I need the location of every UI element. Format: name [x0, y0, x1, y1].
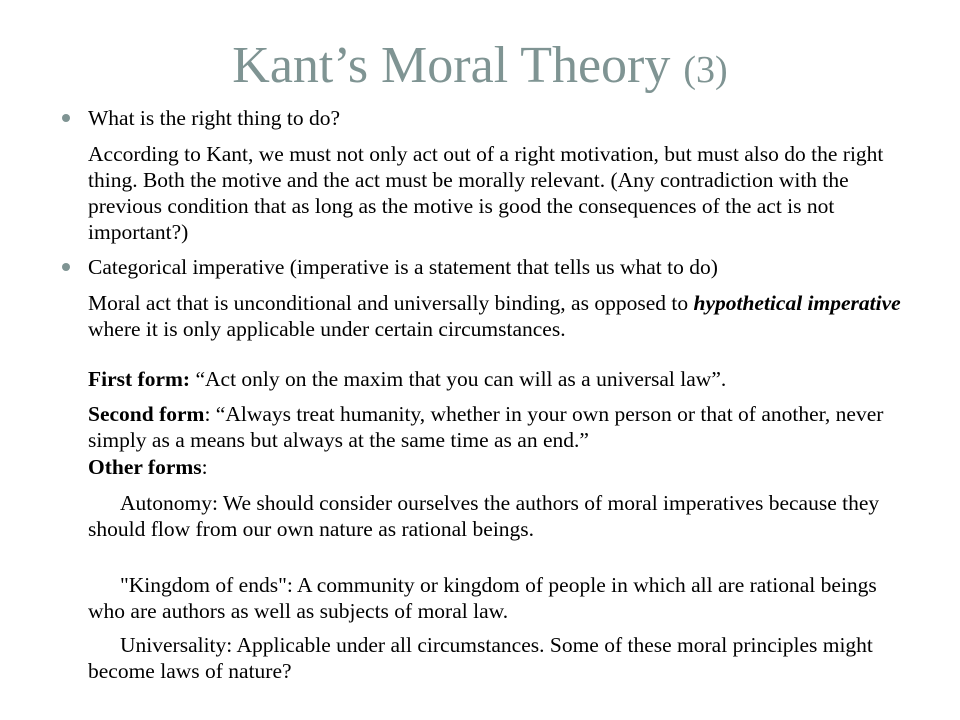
- title-text: Kant’s Moral Theory: [232, 37, 671, 94]
- paragraph-other-forms: [88, 454, 918, 480]
- hypothetical-imperative-term: hypothetical imperative: [693, 291, 901, 315]
- title-number: (3): [683, 49, 728, 91]
- moral-act-text-end: where it is only applicable under certain circumstances.: [88, 317, 566, 341]
- paragraph-first-form: [88, 366, 918, 392]
- paragraph-autonomy: Autonomy: We should consider ourselves the authors of moral imperatives because they should flow from our own nature as rational beings.: [88, 491, 880, 541]
- paragraph-second-form: [88, 401, 918, 453]
- bullet-dot: [62, 263, 70, 271]
- paragraph-kingdom-of-ends: "Kingdom of ends": A community or kingdom of people in which all are rational beings who are authors as well as subjects of moral law.: [88, 573, 877, 623]
- bullet-dot: [62, 114, 70, 122]
- bullet-categorical-imperative: Categorical imperative (imperative is a statement that tells us what to do): [88, 255, 718, 279]
- slide-title: [0, 34, 960, 102]
- other-forms-colon: :: [201, 455, 208, 479]
- second-form-label: Second form: [88, 402, 205, 426]
- first-form-text: “Act only on the maxim that you can will as a universal law”.: [190, 367, 727, 391]
- other-forms-label: Other forms: [88, 455, 202, 479]
- paragraph-motivation: According to Kant, we must not only act out of a right motivation, but must also do the right thing. Both the motive and the act must be morally relevant. (Any contradiction with the previous condition that as long as the motive is good the consequences of the act is not important?): [88, 142, 884, 244]
- second-form-text: : “Always treat humanity, whether in your own person or that of another, never simply as a means but always at the same time as an end.”: [88, 402, 884, 452]
- first-form-label: First form:: [88, 367, 191, 391]
- paragraph-universality: Universality: Applicable under all circumstances. Some of these moral principles might become laws of nature?: [88, 633, 873, 683]
- moral-act-text-start: Moral act that is unconditional and universally binding, as opposed to: [88, 291, 694, 315]
- paragraph-moral-act: [88, 290, 918, 342]
- bullet-question: What is the right thing to do?: [88, 106, 340, 130]
